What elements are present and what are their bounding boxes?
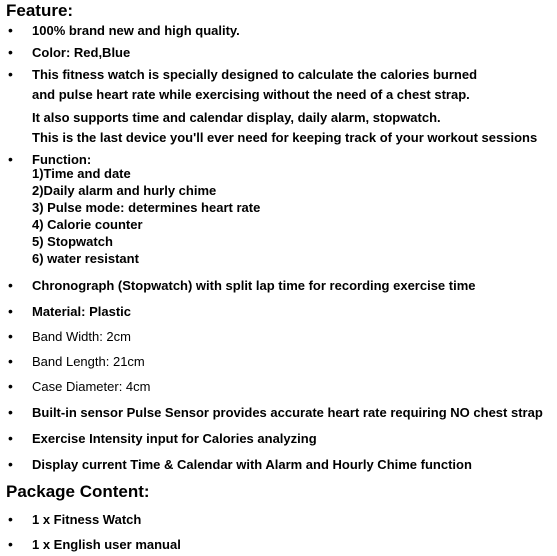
feature-material: Material: Plastic — [32, 304, 131, 319]
feature-color: Color: Red,Blue — [32, 45, 131, 60]
bullet-icon: • — [8, 430, 13, 446]
package-item-manual: 1 x English user manual — [32, 537, 181, 552]
bullet-icon: • — [8, 151, 13, 167]
feature-chronograph: Chronograph (Stopwatch) with split lap time for recording exercise time — [32, 278, 476, 293]
bullet-icon: • — [8, 536, 13, 552]
feature-desc-line4: This is the last device you'll ever need for keeping track of your workout sessions — [32, 130, 538, 145]
bullet-icon: • — [8, 328, 13, 344]
feature-desc-line2: and pulse heart rate while exercising without the need of a chest strap. — [32, 87, 470, 102]
function-item: 3) Pulse mode: determines heart rate — [32, 200, 261, 215]
package-item-watch: 1 x Fitness Watch — [32, 512, 142, 527]
bullet-icon: • — [8, 511, 13, 527]
feature-quality: 100% brand new and high quality. — [32, 23, 240, 38]
feature-display: Display current Time & Calendar with Alarm and Hourly Chime function — [32, 457, 472, 472]
feature-sensor: Built-in sensor Pulse Sensor provides accurate heart rate requiring NO chest strap — [32, 405, 543, 420]
feature-intensity: Exercise Intensity input for Calories analyzing — [32, 431, 317, 446]
function-item: 1)Time and date — [32, 166, 131, 181]
feature-heading: Feature: — [6, 1, 74, 20]
bullet-icon: • — [8, 44, 13, 60]
bullet-icon: • — [8, 277, 13, 293]
bullet-icon: • — [8, 353, 13, 369]
feature-band-length: Band Length: 21cm — [32, 354, 145, 369]
bullet-icon: • — [8, 378, 13, 394]
bullet-icon: • — [8, 303, 13, 319]
function-label: Function: — [32, 152, 92, 167]
bullet-icon: • — [8, 22, 13, 38]
function-item: 2)Daily alarm and hurly chime — [32, 183, 217, 198]
function-item: 4) Calorie counter — [32, 217, 143, 232]
feature-desc-line3: It also supports time and calendar display, daily alarm, stopwatch. — [32, 110, 441, 125]
feature-case-diameter: Case Diameter: 4cm — [32, 379, 151, 394]
feature-desc-line1: This fitness watch is specially designed to calculate the calories burned — [32, 67, 478, 82]
bullet-icon: • — [8, 456, 13, 472]
bullet-icon: • — [8, 66, 13, 82]
bullet-icon: • — [8, 404, 13, 420]
feature-band-width: Band Width: 2cm — [32, 329, 131, 344]
package-heading: Package Content: — [6, 482, 150, 501]
function-item: 5) Stopwatch — [32, 234, 113, 249]
function-item: 6) water resistant — [32, 251, 139, 266]
